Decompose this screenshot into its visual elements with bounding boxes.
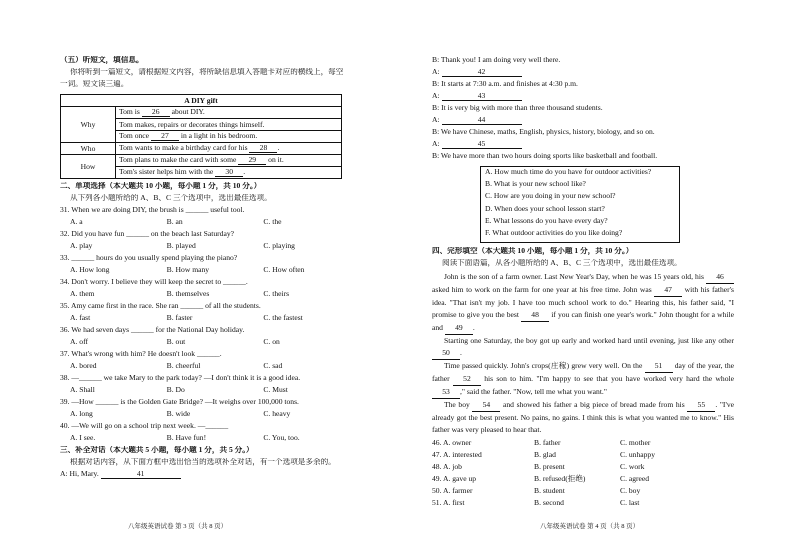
dialog-option: D. When does your school lesson start? [485,204,605,213]
paragraph-text: . [472,323,475,333]
option-a: 46. A. owner [432,438,472,448]
answer-options [432,451,734,463]
section5-instructions: 你将听到一篇短文，请根据短文内容，将所缺信息填入答题卡对应的横线上，每空 [70,68,344,76]
page-footer-left: 八年级英语试卷 第 3 页（共 8 页） [128,523,228,530]
dialog-line [432,104,734,116]
question-stem: 40. —We will go on a school trip next week. —______ [60,422,229,430]
option-a: A. Shall [70,385,95,394]
option-a: A. a [70,217,83,226]
answer-blank: 43 [442,92,522,101]
option-a: 51. A. first [432,498,465,508]
question-stem: 38. —______ we take Mary to the park today? —I don't think it is a good idea. [60,374,301,382]
paragraph-text: if you can finish one year's work." John thought for a while and [432,310,734,333]
dialog-line [432,140,734,152]
option-a: 48. A. job [432,462,462,472]
option-c: C. heavy [263,409,291,418]
option-b: B. Do [166,385,185,394]
option-c: C. agreed [620,474,650,484]
answer-blank: 44 [442,116,522,125]
dialog-section [432,56,734,164]
option-a: A. How long [70,265,110,274]
table-cell: Tom is 26 about DIY. [116,107,342,119]
dialog-options-box [480,166,680,243]
table-category: Why [61,107,116,143]
option-a: A. I see. [70,433,96,442]
dialog-line [432,128,734,140]
section4-instructions: 阅读下面语篇，从各小题所给的 A、B、C 三个选项中，选出最佳选项。 [442,259,682,268]
option-b: B. present [534,462,565,472]
question-stem: 31. When we are doing DIY, the brush is ______ useful tool. [60,206,245,214]
answer-options [60,434,360,446]
option-b: B. How many [166,265,210,274]
option-c: C. last [620,498,640,508]
answer-options [432,475,734,487]
option-a: 50. A. farmer [432,486,473,496]
option-a: A. long [70,409,93,418]
option-b: B. played [166,241,196,250]
section5-title: （五）听短文，填信息。 [60,56,144,64]
answer-blank: 42 [442,68,522,77]
option-a: A. them [70,289,95,298]
dialog-text: A: [432,116,440,124]
answer-blank: 28 [249,144,277,153]
table-cell: Tom makes, repairs or decorates things himself. [116,119,342,131]
answer-blank: 55 [687,399,715,412]
paragraph-text: Starting one Saturday, the boy got up early and worked hard until evening, just like any other [444,336,734,346]
dialog-line [432,92,734,104]
section3-instructions: 根据对话内容，从下面方框中选出恰当的选项补全对话，有一个选项是多余的。 [70,458,336,466]
dialog-line [432,152,734,164]
paragraph-text: The boy [444,400,473,410]
dialog-option: A. How much time do you have for outdoor activities? [485,168,652,176]
answer-blank: 47 [654,284,682,297]
answer-blank: 45 [442,140,522,149]
diy-gift-table [60,94,342,179]
dialog-text: B: It is very big with more than three thousand students. [432,104,603,112]
section3-title: 三、补全对话（本大题共 5 小题，每小题 1 分，共 5 分。） [60,446,254,454]
answer-options [60,314,360,326]
multiple-choice-list [60,206,360,446]
question-stem: 35. Amy came first in the race. She ran ______ of all the students. [60,302,261,310]
answer-blank: 29 [238,156,266,165]
answer-options [60,242,360,254]
section2-instructions: 从下列各小题所给的 A、B、C 三个选项中，选出最佳选项。 [70,194,272,202]
option-c: C. on [263,337,280,346]
option-a: A. play [70,241,93,250]
option-c: C. How often [263,265,305,274]
left-page-column [60,56,360,482]
cloze-paragraph [432,399,734,436]
option-b: B. out [166,337,186,346]
option-b: B. glad [534,450,556,460]
table-cell: Tom wants to make a birthday card for his 28 . [116,143,342,155]
option-a: A. off [70,337,88,346]
option-c: C. mother [620,438,651,448]
option-c: C. work [620,462,645,472]
option-a: A. fast [70,313,91,322]
option-b: B. an [166,217,183,226]
paragraph-text: asked him to work on the farm for one year at his free time. John was [432,285,655,295]
option-b: B. cheerful [166,361,201,370]
table-category: How [61,155,116,179]
paragraph-text: with his father's idea. "That isn't my job. I have too much school work to do." Hearing this, his father said, "I promise to give you the best [432,285,734,320]
paragraph-text: John is the son of a farm owner. Last New Year's Day, when he was 15 years old, his [444,272,706,282]
dialog-line [432,116,734,128]
dialog-line: A: Hi, Mary. 41 [60,470,360,482]
answer-blank: 26 [142,108,170,117]
paragraph-text: day of the year, the father [432,361,734,384]
right-page-column [432,56,734,511]
dialog-text: B: We have Chinese, maths, English, physics, history, biology, and so on. [432,128,655,136]
answer-options [60,266,360,278]
answer-blank: 51 [645,360,673,373]
answer-options [60,362,360,374]
answer-blank: 30 [215,168,243,177]
option-c: C. sad [263,361,283,370]
paragraph-text: Time passed quickly. John's crops(庄稼) grew very well. On the [444,361,645,371]
option-a: 47. A. interested [432,450,482,460]
option-c: C. boy [620,486,641,496]
option-b: B. refused(拒绝) [534,474,586,484]
question-stem: 32. Did you have fun ______ on the beach last Saturday? [60,230,234,238]
option-c: C. Must [263,385,288,394]
answer-options [432,487,734,499]
option-b: B. father [534,438,561,448]
paragraph-text: his son to him. "I'm happy to see that you have worked very hard the whole [480,374,734,384]
table-cell: Tom plans to make the card with some 29 on it. [116,155,342,167]
dialog-text: B: Thank you! I am doing very well there. [432,56,561,64]
cloze-options-list [432,439,734,511]
dialog-line [432,68,734,80]
answer-options [60,218,360,230]
dialog-text: B: We have more than two hours doing sports like basketball and football. [432,152,658,160]
answer-blank: 27 [151,132,179,141]
table-cell: Tom's sister helps him with the 30 . [116,167,342,179]
answer-blank: 49 [445,322,473,335]
section4-title: 四、完形填空（本大题共 10 小题，每小题 1 分，共 10 分。） [432,247,634,256]
answer-options [432,499,734,511]
table-cell: Tom once 27 in a light in his bedroom. [116,131,342,143]
dialog-text: A: [432,140,440,148]
paragraph-text: . "I've already got the best present. No pains, no gains. I think this is what you wanted me to know." His father was very pleased to hear that. [432,400,734,435]
page-footer-right: 八年级英语试卷 第 4 页（共 8 页） [540,523,640,530]
dialog-option: B. What is your new school like? [485,180,586,189]
option-c: C. playing [263,241,295,250]
question-stem: 37. What's wrong with him? He doesn't look ______. [60,350,222,358]
answer-options [60,338,360,350]
option-a: A. bored [70,361,97,370]
answer-blank: 41 [101,470,181,479]
cloze-paragraph [432,271,734,335]
answer-blank: 48 [521,309,549,322]
answer-blank: 53 [432,386,460,399]
dialog-option: E. What lessons do you have every day? [485,216,608,225]
option-b: B. student [534,486,565,496]
option-b: B. faster [166,313,193,322]
answer-options [60,386,360,398]
answer-blank: 46 [706,271,734,284]
answer-blank: 52 [453,373,481,386]
option-b: B. Have fun! [166,433,207,442]
dialog-line [432,56,734,68]
paragraph-text: . [460,348,462,358]
table-title: A DIY gift [61,95,342,107]
answer-options [60,410,360,422]
dialog-text: A: [432,92,440,100]
option-b: B. wide [166,409,191,418]
option-c: C. the [263,217,282,226]
option-c: C. theirs [263,289,290,298]
cloze-paragraph [432,360,734,399]
answer-blank: 50 [432,347,460,360]
table-category: Who [61,143,116,155]
option-b: B. second [534,498,564,508]
dialog-line [432,80,734,92]
answer-options [60,290,360,302]
section5-instructions-cont: 一词。短文读三遍。 [60,80,129,88]
question-stem: 34. Don't worry. I believe they will keep the secret to ______. [60,278,248,286]
option-b: B. themselves [166,289,210,298]
option-a: 49. A. gave up [432,474,477,484]
paragraph-text: and showed his father a big piece of bread made from his [500,400,688,410]
option-c: C. the fastest [263,313,303,322]
question-stem: 33. ______ hours do you usually spend playing the piano? [60,254,238,262]
question-stem: 39. —How ______ is the Golden Gate Bridge? —It weighs over 100,000 tons. [60,398,299,406]
option-c: C. unhappy [620,450,656,460]
answer-blank: 54 [472,399,500,412]
dialog-text: A: [432,68,440,76]
dialog-text: B: It starts at 7:30 a.m. and finishes at 4:30 p.m. [432,80,578,88]
option-c: C. You, too. [263,433,300,442]
question-stem: 36. We had seven days ______ for the National Day holiday. [60,326,245,334]
cloze-paragraph [432,335,734,360]
paragraph-text: ," said the father. "Now, tell me what you want." [460,387,607,397]
dialog-option: C. How are you doing in your new school? [485,192,616,201]
section2-title: 二、单项选择（本大题共 10 小题，每小题 1 分，共 10 分。） [60,182,262,190]
dialog-option: F. What outdoor activities do you like doing? [485,228,623,237]
